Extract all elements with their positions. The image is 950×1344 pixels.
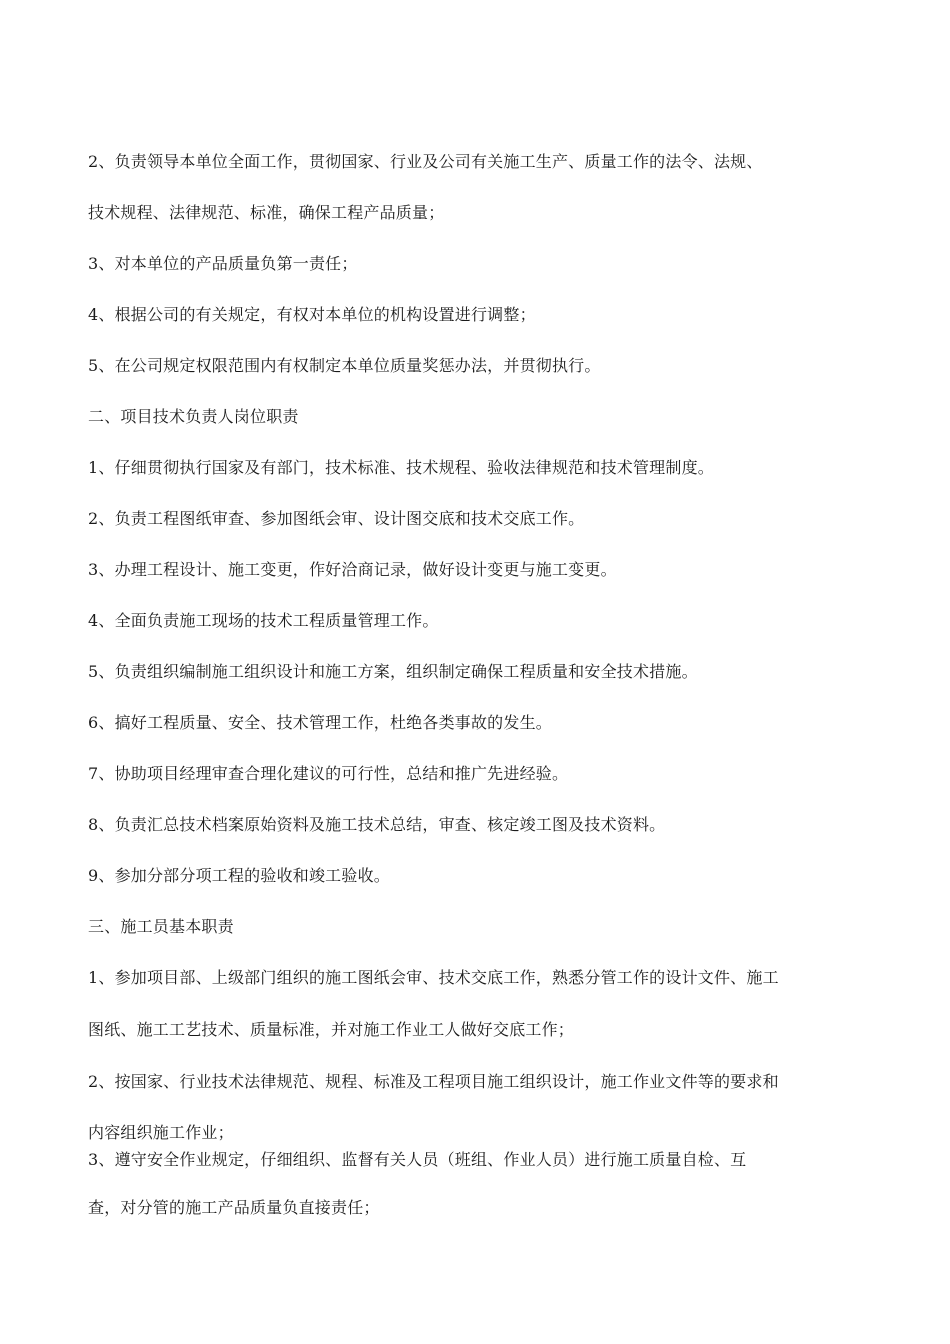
paragraph-line: 9、参加分部分项工程的验收和竣工验收。 xyxy=(88,866,390,885)
paragraph-line: 内容组织施工作业； xyxy=(88,1123,234,1142)
paragraph-line: 7、协助项目经理审查合理化建议的可行性，总结和推广先进经验。 xyxy=(88,764,569,783)
section-heading: 二、项目技术负责人岗位职责 xyxy=(88,407,299,426)
paragraph-line: 3、遵守安全作业规定，仔细组织、监督有关人员（班组、作业人员）进行施工质量自检、互 xyxy=(88,1150,747,1169)
paragraph-line: 2、负责工程图纸审查、参加图纸会审、设计图交底和技术交底工作。 xyxy=(88,509,585,528)
paragraph-line: 6、搞好工程质量、安全、技术管理工作，杜绝各类事故的发生。 xyxy=(88,713,552,732)
paragraph-line: 5、负责组织编制施工组织设计和施工方案，组织制定确保工程质量和安全技术措施。 xyxy=(88,662,698,681)
paragraph-line: 4、全面负责施工现场的技术工程质量管理工作。 xyxy=(88,611,439,630)
paragraph-line: 8、负责汇总技术档案原始资料及施工技术总结，审查、核定竣工图及技术资料。 xyxy=(88,815,666,834)
paragraph-line: 2、负责领导本单位全面工作，贯彻国家、行业及公司有关施工生产、质量工作的法令、法规、 xyxy=(88,152,763,171)
paragraph-line: 3、办理工程设计、施工变更，作好洽商记录，做好设计变更与施工变更。 xyxy=(88,560,617,579)
paragraph-line: 3、对本单位的产品质量负第一责任； xyxy=(88,254,358,273)
section-heading: 三、施工员基本职责 xyxy=(88,917,234,936)
paragraph-line: 4、根据公司的有关规定，有权对本单位的机构设置进行调整； xyxy=(88,305,536,324)
paragraph-line: 1、仔细贯彻执行国家及有部门，技术标准、技术规程、验收法律规范和技术管理制度。 xyxy=(88,458,714,477)
paragraph-line: 5、在公司规定权限范围内有权制定本单位质量奖惩办法，并贯彻执行。 xyxy=(88,356,601,375)
paragraph-line: 2、按国家、行业技术法律规范、规程、标准及工程项目施工组织设计，施工作业文件等的要求和 xyxy=(88,1072,779,1091)
paragraph-line: 图纸、施工工艺技术、质量标准，并对施工作业工人做好交底工作； xyxy=(88,1020,575,1039)
paragraph-line: 技术规程、法律规范、标准，确保工程产品质量； xyxy=(88,203,445,222)
paragraph-line: 查，对分管的施工产品质量负直接责任； xyxy=(88,1198,380,1217)
paragraph-line: 1、参加项目部、上级部门组织的施工图纸会审、技术交底工作，熟悉分管工作的设计文件、施工 xyxy=(88,968,779,987)
